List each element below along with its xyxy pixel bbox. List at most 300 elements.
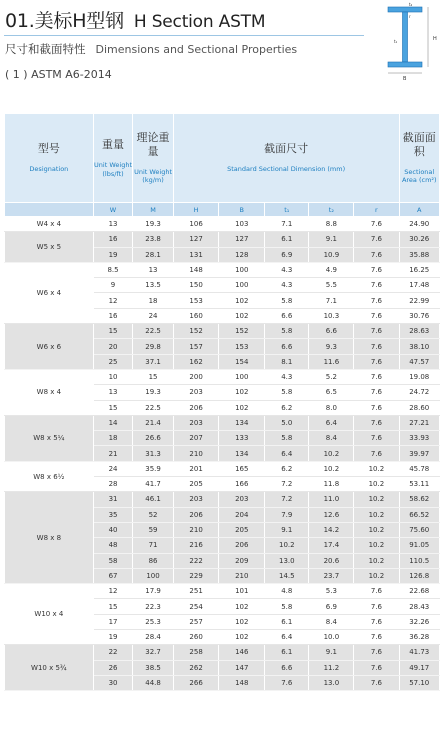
value-cell: 106 [173,217,219,232]
value-cell: 20 [93,339,133,354]
value-cell: 266 [173,675,219,690]
value-cell: 45.78 [399,461,440,476]
value-cell: 153 [173,293,219,308]
value-cell: 15 [93,599,133,614]
value-cell: 13.0 [309,675,354,690]
symbol-t2: t₂ [309,203,354,217]
value-cell: 19 [93,630,133,645]
value-cell: 19.3 [133,385,173,400]
designation-cell: W4 x 4 [5,217,94,232]
web-shape [403,12,408,62]
header-weight-kg: 理论重量 Unit Weight (kg/m) [133,114,173,203]
value-cell: 66.52 [399,507,440,522]
value-cell: 7.6 [354,308,399,323]
value-cell: 31.3 [133,446,173,461]
h-beam-section-icon [382,2,440,82]
value-cell: 10.0 [309,630,354,645]
value-cell: 146 [219,645,265,660]
value-cell: 19.08 [399,369,440,384]
value-cell: 262 [173,660,219,675]
value-cell: 12 [93,293,133,308]
value-cell: 8.0 [309,400,354,415]
designation-cell: W6 x 4 [5,262,94,323]
value-cell: 24.90 [399,217,440,232]
value-cell: 162 [173,354,219,369]
value-cell: 7.6 [354,385,399,400]
value-cell: 40 [93,522,133,537]
value-cell: 7.6 [354,293,399,308]
value-cell: 128 [219,247,265,262]
label-b: B [403,76,407,82]
value-cell: 134 [219,415,265,430]
value-cell: 210 [173,446,219,461]
value-cell: 21 [93,446,133,461]
table-row [5,232,440,247]
value-cell: 22.3 [133,599,173,614]
value-cell: 4.3 [265,262,309,277]
value-cell: 17.4 [309,538,354,553]
value-cell: 166 [219,477,265,492]
value-cell: 23.7 [309,568,354,583]
value-cell: 7.9 [265,507,309,522]
value-cell: 134 [219,446,265,461]
value-cell: 222 [173,553,219,568]
section-properties-table [4,113,440,691]
value-cell: 5.8 [265,293,309,308]
value-cell: 206 [219,538,265,553]
table-row [5,415,440,430]
value-cell: 35.9 [133,461,173,476]
title-divider [4,35,364,36]
value-cell: 7.6 [354,339,399,354]
value-cell: 9.1 [265,522,309,537]
table-body [5,217,440,691]
value-cell: 7.6 [354,599,399,614]
value-cell: 203 [219,492,265,507]
value-cell: 17.48 [399,278,440,293]
top-flange-shape [388,7,422,12]
value-cell: 20.6 [309,553,354,568]
value-cell: 7.1 [265,217,309,232]
value-cell: 258 [173,645,219,660]
value-cell: 10 [93,369,133,384]
designation-cell: W8 x 6½ [5,461,94,492]
value-cell: 100 [219,369,265,384]
value-cell: 67 [93,568,133,583]
value-cell: 11.8 [309,477,354,492]
value-cell: 5.8 [265,385,309,400]
value-cell: 4.3 [265,278,309,293]
value-cell: 254 [173,599,219,614]
value-cell: 10.2 [354,538,399,553]
value-cell: 26 [93,660,133,675]
value-cell: 206 [173,400,219,415]
value-cell: 4.3 [265,369,309,384]
subtitle-en: Dimensions and Sectional Properties [95,43,298,56]
table-row [5,584,440,599]
header-designation: 型号 Designation [5,114,94,203]
value-cell: 103 [219,217,265,232]
value-cell: 7.6 [354,247,399,262]
value-cell: 8.4 [309,614,354,629]
value-cell: 200 [173,369,219,384]
designation-cell: W5 x 5 [5,232,94,263]
value-cell: 10.2 [354,553,399,568]
table-row [5,217,440,232]
value-cell: 13 [133,262,173,277]
value-cell: 10.2 [354,492,399,507]
value-cell: 9.1 [309,232,354,247]
value-cell: 13 [93,385,133,400]
value-cell: 17 [93,614,133,629]
value-cell: 30.76 [399,308,440,323]
designation-cell: W8 x 8 [5,492,94,584]
title-en: H Section ASTM [133,12,266,32]
value-cell: 22.68 [399,584,440,599]
table-row [5,492,440,507]
value-cell: 10.2 [354,522,399,537]
value-cell: 13.0 [265,553,309,568]
value-cell: 133 [219,431,265,446]
value-cell: 13 [93,217,133,232]
value-cell: 7.6 [354,660,399,675]
value-cell: 257 [173,614,219,629]
value-cell: 102 [219,400,265,415]
value-cell: 6.6 [309,324,354,339]
symbol-m: M [133,203,173,217]
value-cell: 7.6 [354,630,399,645]
symbol-row [5,203,440,217]
value-cell: 14.2 [309,522,354,537]
value-cell: 102 [219,630,265,645]
value-cell: 41.73 [399,645,440,660]
value-cell: 229 [173,568,219,583]
value-cell: 102 [219,293,265,308]
value-cell: 205 [173,477,219,492]
value-cell: 12.6 [309,507,354,522]
value-cell: 160 [173,308,219,323]
value-cell: 10.2 [354,568,399,583]
value-cell: 10.2 [354,461,399,476]
value-cell: 10.2 [265,538,309,553]
designation-cell: W8 x 4 [5,369,94,415]
value-cell: 165 [219,461,265,476]
value-cell: 9.1 [309,645,354,660]
value-cell: 147 [219,660,265,675]
page-title [5,6,265,33]
label-t2: t₂ [409,2,413,7]
value-cell: 18 [133,293,173,308]
value-cell: 7.6 [354,400,399,415]
value-cell: 24 [93,461,133,476]
value-cell: 7.1 [309,293,354,308]
value-cell: 14.5 [265,568,309,583]
label-t1: t₁ [394,39,398,44]
value-cell: 5.5 [309,278,354,293]
symbol-w: W [93,203,133,217]
value-cell: 204 [219,507,265,522]
value-cell: 7.6 [354,324,399,339]
value-cell: 203 [173,385,219,400]
value-cell: 35 [93,507,133,522]
value-cell: 15 [133,369,173,384]
value-cell: 210 [219,568,265,583]
symbol-a: A [399,203,440,217]
standard-label: ( 1 ) ASTM A6-2014 [5,68,112,81]
value-cell: 203 [173,415,219,430]
value-cell: 260 [173,630,219,645]
value-cell: 12 [93,584,133,599]
value-cell: 25.3 [133,614,173,629]
value-cell: 23.8 [133,232,173,247]
value-cell: 25 [93,354,133,369]
value-cell: 53.11 [399,477,440,492]
value-cell: 58 [93,553,133,568]
value-cell: 7.6 [354,431,399,446]
header-dimension: 截面尺寸 Standard Sectional Dimension (mm) [173,114,399,203]
value-cell: 58.62 [399,492,440,507]
label-r: r [409,14,411,19]
value-cell: 16 [93,308,133,323]
value-cell: 102 [219,599,265,614]
value-cell: 7.2 [265,492,309,507]
value-cell: 19 [93,247,133,262]
value-cell: 7.6 [354,369,399,384]
value-cell: 153 [219,339,265,354]
value-cell: 10.2 [309,461,354,476]
value-cell: 15 [93,324,133,339]
value-cell: 16.25 [399,262,440,277]
value-cell: 24.72 [399,385,440,400]
value-cell: 30 [93,675,133,690]
value-cell: 4.9 [309,262,354,277]
value-cell: 6.9 [309,599,354,614]
value-cell: 7.6 [354,278,399,293]
value-cell: 13.5 [133,278,173,293]
value-cell: 7.6 [354,446,399,461]
symbol-b: B [219,203,265,217]
value-cell: 18 [93,431,133,446]
value-cell: 33.93 [399,431,440,446]
value-cell: 21.4 [133,415,173,430]
value-cell: 8.5 [93,262,133,277]
value-cell: 7.6 [265,675,309,690]
value-cell: 35.88 [399,247,440,262]
value-cell: 24 [133,308,173,323]
value-cell: 17.9 [133,584,173,599]
value-cell: 15 [93,400,133,415]
value-cell: 5.8 [265,431,309,446]
value-cell: 75.60 [399,522,440,537]
value-cell: 203 [173,492,219,507]
value-cell: 19.3 [133,217,173,232]
value-cell: 7.2 [265,477,309,492]
value-cell: 216 [173,538,219,553]
table-row [5,262,440,277]
value-cell: 71 [133,538,173,553]
value-cell: 44.8 [133,675,173,690]
designation-cell: W10 x 5¾ [5,645,94,691]
symbol-h: H [173,203,219,217]
value-cell: 100 [219,278,265,293]
value-cell: 102 [219,308,265,323]
value-cell: 7.6 [354,415,399,430]
subtitle-cn: 尺寸和截面特性 [5,42,86,56]
page-subtitle [5,41,297,57]
value-cell: 28.60 [399,400,440,415]
value-cell: 10.3 [309,308,354,323]
value-cell: 22.5 [133,400,173,415]
value-cell: 102 [219,385,265,400]
value-cell: 6.6 [265,308,309,323]
value-cell: 37.1 [133,354,173,369]
value-cell: 57.10 [399,675,440,690]
value-cell: 10.2 [309,446,354,461]
value-cell: 49.17 [399,660,440,675]
value-cell: 150 [173,278,219,293]
value-cell: 201 [173,461,219,476]
value-cell: 5.0 [265,415,309,430]
value-cell: 5.2 [309,369,354,384]
value-cell: 91.05 [399,538,440,553]
value-cell: 100 [133,568,173,583]
value-cell: 6.1 [265,232,309,247]
value-cell: 10.2 [354,507,399,522]
designation-cell: W8 x 5¼ [5,415,94,461]
value-cell: 31 [93,492,133,507]
value-cell: 6.2 [265,461,309,476]
value-cell: 28.63 [399,324,440,339]
value-cell: 27.21 [399,415,440,430]
value-cell: 6.6 [265,660,309,675]
value-cell: 6.4 [265,446,309,461]
header-weight-lbs: 重量 Unit Weight (lbs/ft) [93,114,133,203]
value-cell: 36.28 [399,630,440,645]
header-area: 截面面积 Sectional Area (cm²) [399,114,440,203]
value-cell: 206 [173,507,219,522]
value-cell: 11.0 [309,492,354,507]
value-cell: 207 [173,431,219,446]
value-cell: 7.6 [354,217,399,232]
value-cell: 6.6 [265,339,309,354]
value-cell: 28 [93,477,133,492]
value-cell: 7.6 [354,675,399,690]
bottom-flange-shape [388,62,422,67]
value-cell: 5.8 [265,324,309,339]
value-cell: 209 [219,553,265,568]
value-cell: 28.1 [133,247,173,262]
value-cell: 10.9 [309,247,354,262]
value-cell: 7.6 [354,354,399,369]
value-cell: 10.2 [354,477,399,492]
value-cell: 4.8 [265,584,309,599]
value-cell: 157 [173,339,219,354]
value-cell: 152 [219,324,265,339]
value-cell: 47.57 [399,354,440,369]
table-row [5,645,440,660]
value-cell: 8.4 [309,431,354,446]
value-cell: 100 [219,262,265,277]
value-cell: 6.4 [265,630,309,645]
designation-cell: W10 x 4 [5,584,94,645]
symbol-r: r [354,203,399,217]
value-cell: 6.2 [265,400,309,415]
value-cell: 7.6 [354,645,399,660]
value-cell: 210 [173,522,219,537]
value-cell: 32.26 [399,614,440,629]
value-cell: 148 [219,675,265,690]
value-cell: 30.26 [399,232,440,247]
value-cell: 52 [133,507,173,522]
value-cell: 26.6 [133,431,173,446]
value-cell: 28.43 [399,599,440,614]
symbol-empty [5,203,94,217]
value-cell: 8.8 [309,217,354,232]
value-cell: 16 [93,232,133,247]
value-cell: 205 [219,522,265,537]
value-cell: 7.6 [354,262,399,277]
value-cell: 148 [173,262,219,277]
section-properties-table-wrap [4,113,440,691]
value-cell: 102 [219,614,265,629]
value-cell: 152 [173,324,219,339]
table-row [5,461,440,476]
value-cell: 9.3 [309,339,354,354]
value-cell: 29.8 [133,339,173,354]
value-cell: 28.4 [133,630,173,645]
value-cell: 127 [173,232,219,247]
table-row [5,324,440,339]
value-cell: 127 [219,232,265,247]
value-cell: 22 [93,645,133,660]
title-cn: 01.美标H型钢 [5,10,124,32]
value-cell: 110.5 [399,553,440,568]
value-cell: 46.1 [133,492,173,507]
value-cell: 11.6 [309,354,354,369]
value-cell: 22.5 [133,324,173,339]
value-cell: 7.6 [354,232,399,247]
value-cell: 251 [173,584,219,599]
value-cell: 6.1 [265,645,309,660]
value-cell: 32.7 [133,645,173,660]
label-h: H [433,36,437,42]
table-row [5,369,440,384]
value-cell: 59 [133,522,173,537]
value-cell: 38.5 [133,660,173,675]
value-cell: 6.5 [309,385,354,400]
value-cell: 39.97 [399,446,440,461]
value-cell: 5.3 [309,584,354,599]
value-cell: 6.9 [265,247,309,262]
value-cell: 131 [173,247,219,262]
value-cell: 41.7 [133,477,173,492]
value-cell: 11.2 [309,660,354,675]
value-cell: 126.8 [399,568,440,583]
value-cell: 9 [93,278,133,293]
value-cell: 7.6 [354,614,399,629]
value-cell: 14 [93,415,133,430]
value-cell: 38.10 [399,339,440,354]
designation-cell: W6 x 6 [5,324,94,370]
value-cell: 6.4 [309,415,354,430]
value-cell: 48 [93,538,133,553]
header-row [5,114,440,203]
value-cell: 5.8 [265,599,309,614]
value-cell: 22.99 [399,293,440,308]
symbol-t1: t₁ [265,203,309,217]
value-cell: 101 [219,584,265,599]
value-cell: 8.1 [265,354,309,369]
